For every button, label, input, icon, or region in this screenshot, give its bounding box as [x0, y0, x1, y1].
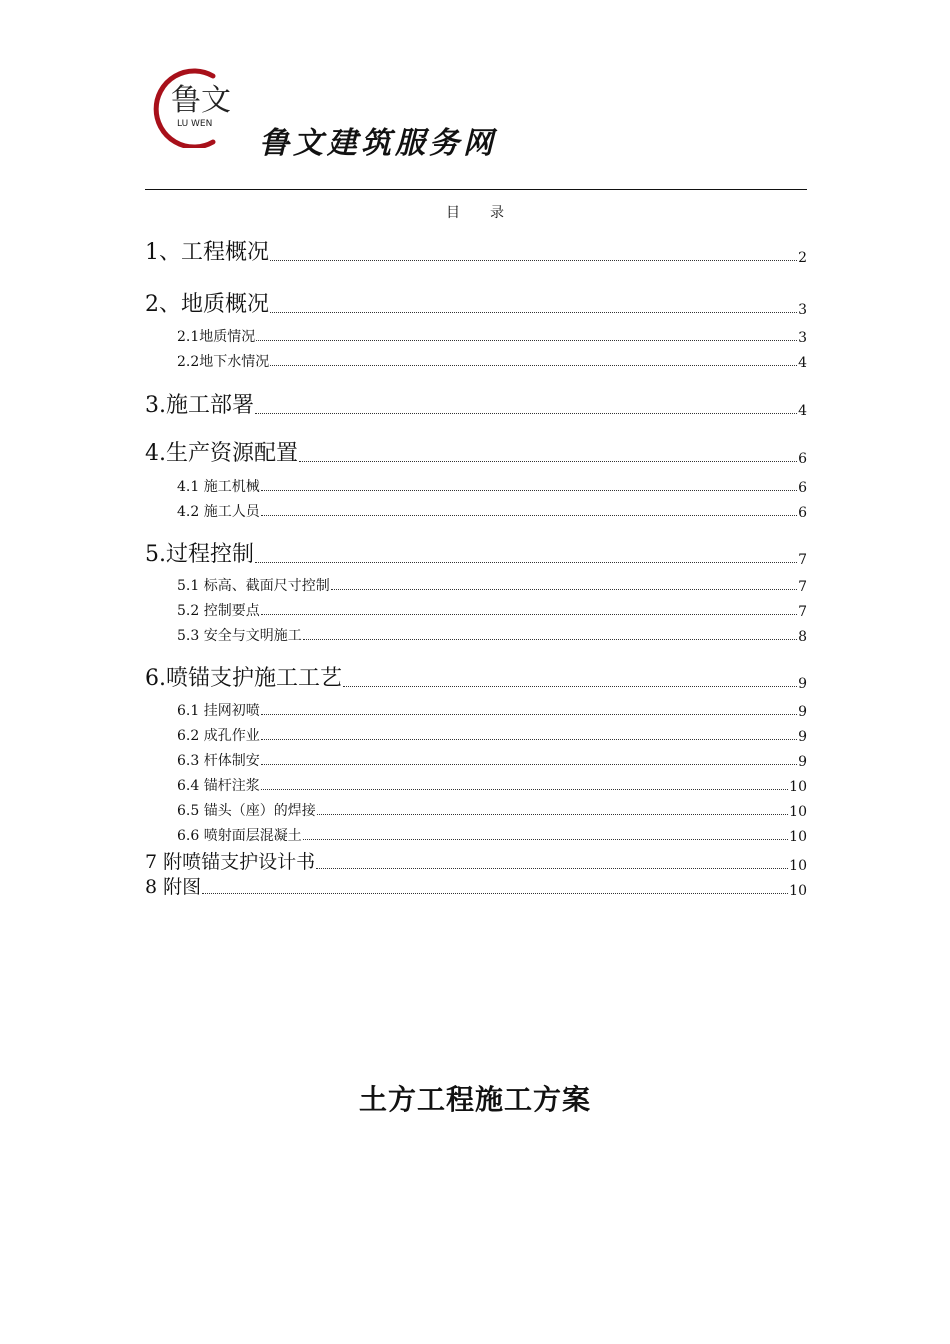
toc-dot-leader — [202, 893, 788, 894]
toc-dot-leader — [270, 260, 797, 261]
toc-entry-label: 5.1 标高、截面尺寸控制 — [177, 578, 330, 594]
toc-entry[interactable] — [145, 800, 807, 820]
toc-entry-page: 10 — [789, 779, 807, 795]
toc-dot-leader — [261, 614, 797, 615]
toc-entry-page: 4 — [798, 355, 807, 371]
logo-subtext: LU WEN — [177, 119, 213, 129]
toc-entry[interactable] — [145, 750, 807, 770]
toc-dot-leader — [331, 589, 797, 590]
toc-entry-label: 8 附图 — [145, 876, 202, 898]
toc-dot-leader — [256, 340, 797, 341]
toc-entry-page: 2 — [798, 250, 807, 266]
toc-entry[interactable] — [145, 700, 807, 720]
toc-entry-label: 2、地质概况 — [145, 292, 269, 317]
toc-entry-page: 7 — [798, 552, 807, 568]
toc-entry-label: 6.2 成孔作业 — [177, 728, 260, 744]
toc-entry-label: 6.1 挂网初喷 — [177, 703, 260, 719]
toc-entry-label: 4.生产资源配置 — [145, 441, 298, 466]
toc-entry-label: 4.2 施工人员 — [177, 504, 260, 520]
toc-entry-label: 2.2地下水情况 — [177, 354, 270, 370]
toc-entry[interactable] — [145, 388, 807, 419]
toc-entry-page: 8 — [798, 629, 807, 645]
toc-entry-page: 9 — [798, 676, 807, 692]
toc-entry-label: 1、工程概况 — [145, 240, 269, 265]
toc-dot-leader — [316, 868, 788, 869]
toc-dot-leader — [303, 839, 788, 840]
toc-entry-page: 3 — [798, 302, 807, 318]
toc-entry-label: 6.6 喷射面层混凝土 — [177, 828, 302, 844]
toc-entry[interactable] — [145, 825, 807, 845]
toc-entry[interactable] — [145, 661, 807, 692]
toc-entry-label: 6.喷锚支护施工工艺 — [145, 666, 342, 691]
site-name: 鲁文建筑服务网 — [259, 126, 497, 161]
toc-entry-page: 9 — [798, 729, 807, 745]
toc-entry[interactable] — [145, 575, 807, 595]
toc-entry[interactable] — [145, 600, 807, 620]
toc-dot-leader — [261, 515, 797, 516]
toc-dot-leader — [317, 814, 788, 815]
toc-entry-page: 6 — [798, 480, 807, 496]
toc-entry[interactable] — [145, 351, 807, 371]
toc-entry-page: 9 — [798, 754, 807, 770]
luwen-logo — [153, 68, 253, 148]
toc-entry[interactable] — [145, 625, 807, 645]
toc-dot-leader — [299, 461, 797, 462]
toc-dot-leader — [261, 789, 788, 790]
logo-text: 鲁文 — [171, 83, 231, 118]
toc-entry-label: 5.2 控制要点 — [177, 603, 260, 619]
toc-entry-page: 9 — [798, 704, 807, 720]
toc-entry[interactable] — [145, 235, 807, 266]
header-divider — [145, 189, 807, 190]
toc-entry-label: 2.1地质情况 — [177, 329, 256, 345]
toc-dot-leader — [255, 413, 797, 414]
toc-entry[interactable] — [145, 725, 807, 745]
toc-entry-label: 4.1 施工机械 — [177, 479, 260, 495]
document-title: 土方工程施工方案 — [358, 1083, 591, 1116]
toc-entry-label: 3.施工部署 — [145, 393, 254, 418]
toc-entry[interactable] — [145, 537, 807, 568]
toc-entry-label: 6.4 锚杆注浆 — [177, 778, 260, 794]
toc-dot-leader — [303, 639, 797, 640]
toc-entry-page: 7 — [798, 604, 807, 620]
toc-entry-label: 6.3 杆体制安 — [177, 753, 260, 769]
toc-dot-leader — [270, 365, 797, 366]
toc-entry-label: 5.过程控制 — [145, 542, 254, 567]
toc-entry-label: 5.3 安全与文明施工 — [177, 628, 302, 644]
toc-entry-page: 7 — [798, 579, 807, 595]
toc-dot-leader — [343, 686, 797, 687]
toc-entry[interactable] — [145, 287, 807, 318]
toc-entry[interactable] — [145, 501, 807, 521]
toc-entry[interactable] — [145, 476, 807, 496]
toc-dot-leader — [255, 562, 797, 563]
toc-entry-page: 10 — [789, 858, 807, 874]
toc-title: 目录 — [446, 205, 534, 221]
toc-entry-label: 6.5 锚头（座）的焊接 — [177, 803, 316, 819]
toc-entry[interactable] — [145, 872, 807, 899]
toc-dot-leader — [261, 764, 797, 765]
toc-entry-page: 10 — [789, 883, 807, 899]
toc-entry[interactable] — [145, 775, 807, 795]
toc-entry-page: 10 — [789, 804, 807, 820]
toc-entry-page: 6 — [798, 505, 807, 521]
toc-dot-leader — [261, 739, 797, 740]
toc-dot-leader — [261, 714, 797, 715]
toc-entry-page: 3 — [798, 330, 807, 346]
toc-entry-page: 10 — [789, 829, 807, 845]
toc-dot-leader — [270, 312, 797, 313]
toc-entry[interactable] — [145, 326, 807, 346]
toc-dot-leader — [261, 490, 797, 491]
toc-entry-page: 4 — [798, 403, 807, 419]
toc-entry-page: 6 — [798, 451, 807, 467]
toc-entry-label: 7 附喷锚支护设计书 — [145, 851, 316, 873]
toc-entry[interactable] — [145, 847, 807, 874]
page-header — [145, 60, 807, 190]
toc-entry[interactable] — [145, 436, 807, 467]
